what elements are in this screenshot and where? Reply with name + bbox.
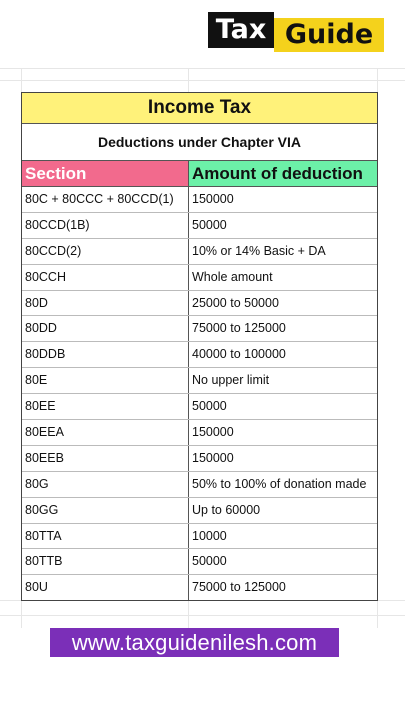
amount-cell: 75000 to 125000 bbox=[192, 321, 286, 336]
section-cell: 80C + 80CCC + 80CCD(1) bbox=[22, 187, 189, 212]
amount-cell: 40000 to 100000 bbox=[192, 347, 286, 362]
section-cell: 80CCH bbox=[22, 265, 189, 290]
table-title: Income Tax bbox=[22, 93, 377, 124]
section-cell: 80E bbox=[22, 368, 189, 393]
amount-cell: 50% to 100% of donation made bbox=[192, 476, 367, 491]
table-row bbox=[22, 291, 377, 317]
table-row bbox=[22, 524, 377, 550]
website-banner[interactable]: www.taxguidenilesh.com bbox=[50, 628, 339, 657]
section-cell: 80D bbox=[22, 291, 189, 316]
amount-cell: Up to 60000 bbox=[192, 502, 261, 517]
section-cell: 80GG bbox=[22, 498, 189, 523]
section-cell: 80U bbox=[22, 575, 189, 600]
table-row bbox=[22, 498, 377, 524]
section-cell: 80DD bbox=[22, 316, 189, 341]
table-subtitle: Deductions under Chapter VIA bbox=[22, 124, 377, 161]
table-row bbox=[22, 239, 377, 265]
deductions-table bbox=[21, 92, 378, 601]
section-cell: 80EE bbox=[22, 394, 189, 419]
amount-cell: 75000 to 125000 bbox=[192, 580, 286, 595]
section-cell: 80CCD(2) bbox=[22, 239, 189, 264]
table-row bbox=[22, 446, 377, 472]
header-amount: Amount of deduction bbox=[189, 161, 377, 186]
logo-guide-text: Guide bbox=[274, 18, 384, 52]
table-row bbox=[22, 187, 377, 213]
table-header-row bbox=[22, 161, 377, 187]
section-cell: 80EEB bbox=[22, 446, 189, 471]
table-row bbox=[22, 394, 377, 420]
amount-cell: Whole amount bbox=[192, 269, 273, 284]
amount-cell: 10000 bbox=[192, 528, 227, 543]
table-row bbox=[22, 213, 377, 239]
amount-cell: 150000 bbox=[192, 425, 234, 440]
table-row bbox=[22, 472, 377, 498]
table-row bbox=[22, 368, 377, 394]
table-row bbox=[22, 265, 377, 291]
amount-cell: 150000 bbox=[192, 192, 234, 206]
table-row bbox=[22, 316, 377, 342]
section-cell: 80DDB bbox=[22, 342, 189, 367]
logo-tax-text: Tax bbox=[208, 12, 274, 48]
amount-cell: 25000 to 50000 bbox=[192, 295, 279, 310]
section-cell: 80TTB bbox=[22, 549, 189, 574]
section-cell: 80G bbox=[22, 472, 189, 497]
section-cell: 80TTA bbox=[22, 524, 189, 549]
table-row bbox=[22, 549, 377, 575]
amount-cell: 10% or 14% Basic + DA bbox=[192, 243, 326, 258]
amount-cell: 150000 bbox=[192, 450, 234, 465]
amount-cell: 50000 bbox=[192, 554, 227, 569]
section-cell: 80EEA bbox=[22, 420, 189, 445]
table-row bbox=[22, 575, 377, 600]
header-section: Section bbox=[22, 161, 189, 186]
table-row bbox=[22, 420, 377, 446]
amount-cell: No upper limit bbox=[192, 373, 270, 388]
amount-cell: 50000 bbox=[192, 399, 227, 414]
table-row bbox=[22, 342, 377, 368]
amount-cell: 50000 bbox=[192, 217, 227, 232]
section-cell: 80CCD(1B) bbox=[22, 213, 189, 238]
table-body bbox=[22, 187, 377, 600]
